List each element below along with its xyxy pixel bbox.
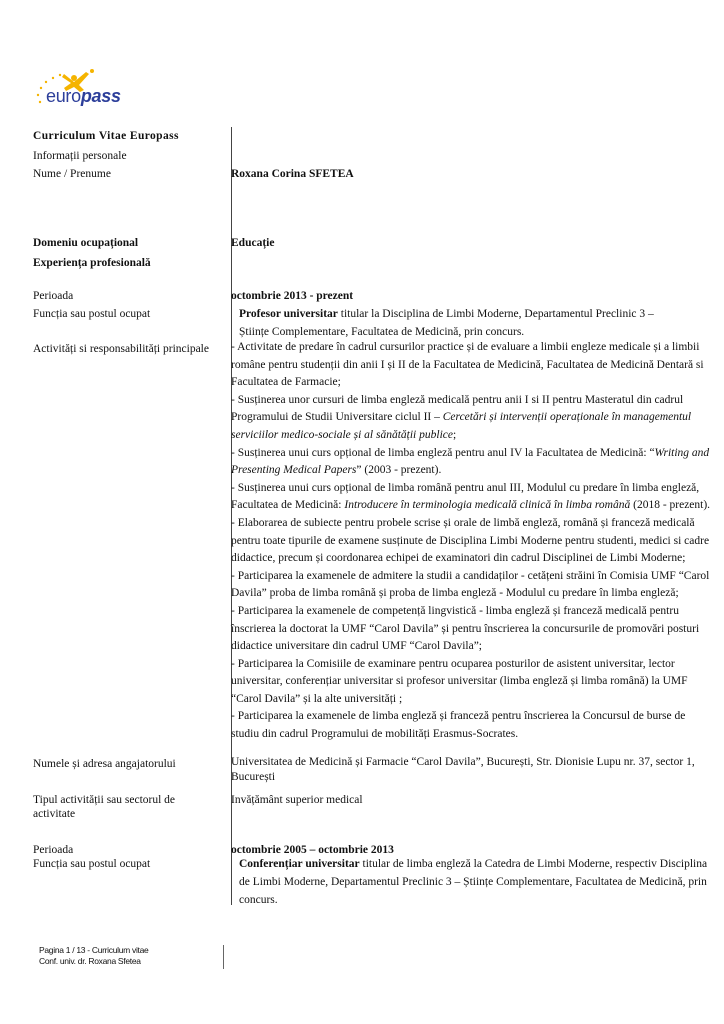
job1-sector-value: Invățământ superior medical — [231, 794, 363, 806]
job1-position-value — [231, 305, 721, 341]
job2-position-detail: titular de limba engleză la Catedra de Limbi Moderne, respectiv Disciplina de Limbi Moderne, Departamentul Preclinic 3 – Științe Complementare, Facultatea de Medicină, prin concurs. — [239, 858, 708, 906]
activity-italic-title: Cercetări și intervenții operaționale în managementul serviciilor medico-sociale și al sănătății publice — [231, 411, 692, 441]
activity-italic-title: Introducere în terminologia medicală clinică în limba română — [344, 499, 631, 512]
activity-text: - Susținerea unor cursuri de limba engleză medicală pentru anii I si II pentru Masteratul din cadrul Programului de Studii Universitare ciclul II – — [231, 393, 684, 424]
domain-label: Domeniu ocupațional — [33, 237, 139, 249]
activity-text-end: ” (2003 - prezent). — [356, 464, 442, 477]
activity-item — [231, 480, 713, 515]
activity-text: - Activitate de predare în cadrul cursurilor practice și de evaluare a limbii engleze medicale și a limbii române pentru studenții din anii I și II de la Facultatea de Medicină, Facultatea de Medicină Dentară si Facultatea de Farmacie; — [231, 341, 704, 389]
activity-text: - Elaborarea de subiecte pentru probele scrise și orale de limbă engleză, română și franceză medicală pentru toate tipurile de examene susținute de Disciplina Limbi Moderne pentru studenti, medici si cadre didactice, precum și coordonarea echipei de examinatori din cadrul Disciplinei de Limbi Moderne; — [231, 516, 710, 565]
europass-wordmark: europass — [46, 86, 121, 106]
footer-page-info: Pagina 1 / 13 - Curriculum vitae — [39, 945, 149, 955]
activity-text-end: ; — [452, 428, 457, 441]
job1-employer-label: Numele și adresa angajatorului — [33, 758, 176, 770]
job1-position-detail: titular la Disciplina de Limbi Moderne, Departamentul Preclinic 3 – — [337, 308, 654, 320]
activity-item — [231, 515, 713, 568]
name-value: Roxana Corina SFETEA — [231, 168, 354, 180]
europass-logo — [34, 66, 124, 110]
job1-activities-list — [231, 339, 713, 744]
job1-employer-value: Universitatea de Medicină și Farmacie “Carol Davila”, București, Str. Dionisie Lupu nr. 37, sector 1, București — [231, 756, 695, 783]
activity-item — [231, 339, 713, 392]
activity-item — [231, 603, 713, 656]
job1-position-label: Funcția sau postul ocupat — [33, 308, 151, 320]
experience-heading: Experiența profesională — [33, 257, 151, 269]
name-label: Nume / Prenume — [33, 168, 111, 180]
activity-text: - Participarea la examenele de competență lingvistică - limba engleză și franceză medicală pentru înscrierea la doctorat la UMF “Carol Davila” și pentru înscrierea la concursurile de promovări posturi didactice universitare din cadrul UMF “Carol Davila”; — [231, 604, 700, 653]
job1-period-value: octombrie 2013 - prezent — [231, 290, 354, 302]
personal-info-heading: Informații personale — [33, 150, 127, 162]
activity-text: - Participarea la examenele de admitere la studii a candidaților - cetățeni străini în Comisia UMF “Carol Davila” proba de limba română și proba de limba engleză - Modulul cu predare în limba engleză; — [231, 569, 710, 600]
domain-value: Educație — [231, 237, 275, 249]
activity-item — [231, 392, 713, 445]
footer-divider — [223, 945, 224, 969]
activity-text: - Susținerea unui curs opțional de limba română pentru anul III, Modulul cu predare în limba engleză, Facultatea de Medicină: — [231, 481, 700, 512]
job2-period-label: Perioada — [33, 844, 74, 856]
activity-text: - Susținerea unui curs opțional de limba engleză pentru anul IV la Facultatea de Medicină: “ — [231, 446, 655, 459]
job1-position-title: Profesor universitar — [239, 308, 338, 320]
activity-item — [231, 708, 713, 743]
job1-sector-label: Tipul activității sau sectorul de activitate — [33, 794, 176, 820]
job2-period-value: octombrie 2005 – octombrie 2013 — [231, 844, 394, 856]
page-footer — [39, 945, 148, 967]
activity-text: - Participarea la examenele de limba engleză și franceză pentru înscrierea la Concursul de burse de studiu din cadrul Programului de mobilități Erasmus-Socrates. — [231, 710, 686, 741]
activity-italic-title: Writing and Presenting Medical Papers — [231, 446, 710, 477]
footer-author: Conf. univ. dr. Roxana Sfetea — [39, 956, 141, 966]
job1-activities-label: Activități si responsabilități principale — [33, 343, 209, 355]
activity-item — [231, 656, 713, 709]
activity-item — [231, 445, 713, 480]
activity-text: - Participarea la Comisiile de examinare pentru ocuparea posturilor de asistent universitar, lector universitar, conferențiar universitar si profesor universitar (limba engleză și limba română) la UMF “Carol Davila” și la alte universități ; — [231, 657, 688, 705]
job2-position-title: Conferențiar universitar — [239, 858, 360, 870]
job2-position-label: Funcția sau postul ocupat — [33, 858, 151, 870]
job2-position-value — [231, 855, 709, 909]
job1-period-label: Perioada — [33, 290, 74, 302]
activity-item — [231, 568, 713, 603]
activity-text-end: (2018 - prezent). — [630, 499, 711, 512]
cv-title: Curriculum Vitae Europass — [33, 130, 179, 142]
job1-position-detail-2: Științe Complementare, Facultatea de Medicină, prin concurs. — [239, 326, 525, 338]
